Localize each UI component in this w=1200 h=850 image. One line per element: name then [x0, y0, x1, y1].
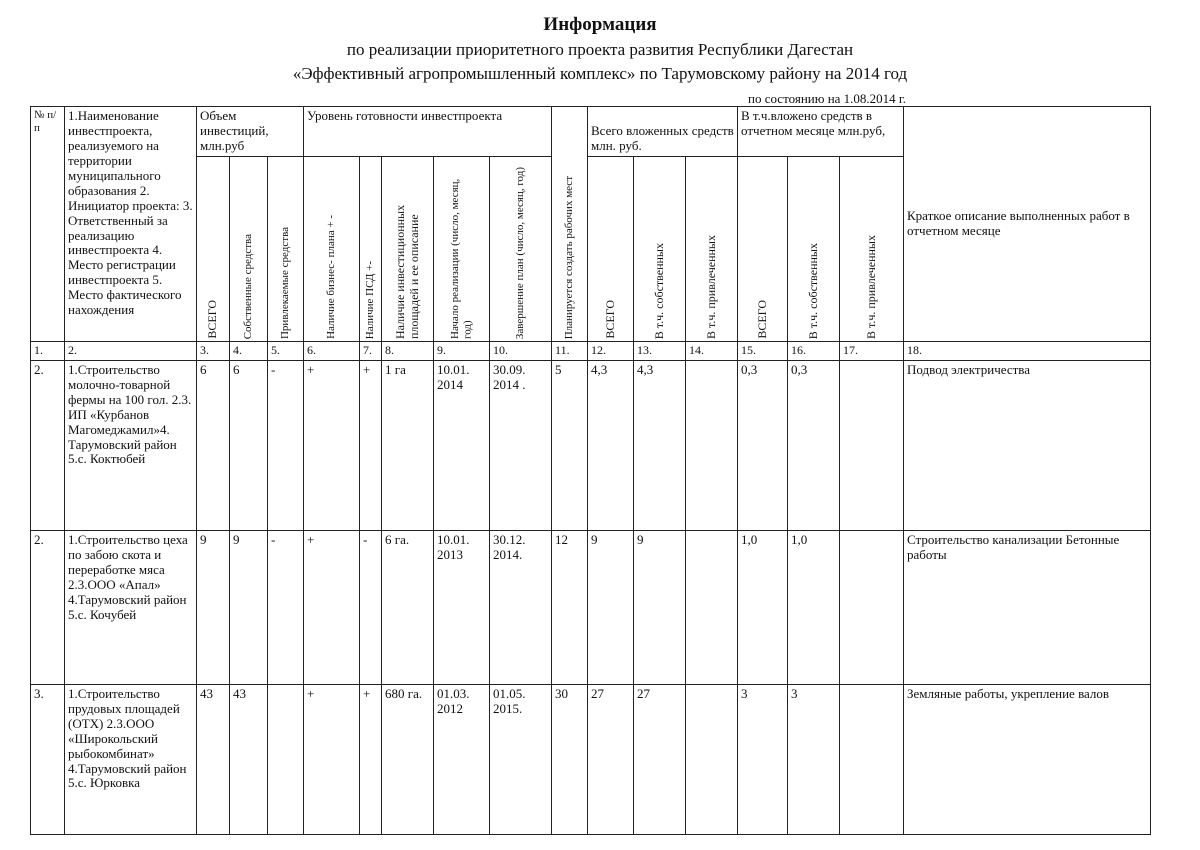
cell-inv-own: 27 [634, 684, 686, 834]
cell-month-own: 0,3 [788, 360, 840, 530]
cell-end: 01.05. 2015. [490, 684, 552, 834]
column-number: 1. [31, 341, 65, 360]
cell-no: 3. [31, 684, 65, 834]
cell-end: 30.12. 2014. [490, 530, 552, 684]
column-number: 13. [634, 341, 686, 360]
header-total3: ВСЕГО [738, 156, 788, 341]
project-table [30, 106, 1151, 835]
cell-bizplan: + [304, 360, 360, 530]
header-start: Начало реализации (число, месяц, год) [434, 156, 490, 341]
column-number: 5. [268, 341, 304, 360]
cell-inv-total: 9 [588, 530, 634, 684]
column-number: 10. [490, 341, 552, 360]
header-description: Краткое описание выполненных работ в отчетном месяце [904, 107, 1151, 342]
cell-month-own: 1,0 [788, 530, 840, 684]
cell-name: 1.Строительство прудовых площадей (ОТХ) 2.3.ООО «Широкольский рыбокомбинат» 4.Тарумовский район 5.с. Юрковка [65, 684, 197, 834]
cell-no: 2. [31, 530, 65, 684]
table-row [31, 530, 1151, 684]
as-of-date: по состоянию на 1.08.2014 г. [748, 91, 907, 106]
cell-bizplan: + [304, 530, 360, 684]
column-number: 6. [304, 341, 360, 360]
cell-own: 9 [230, 530, 268, 684]
cell-psd: - [360, 530, 382, 684]
cell-month-total: 3 [738, 684, 788, 834]
column-number: 11. [552, 341, 588, 360]
cell-month-attr [840, 530, 904, 684]
header-name: 1.Наименование инвестпроекта, реализуемого на территории муниципального образования 2. Инициатор проекта: 3. Ответственный за реализацию инвестпроекта 4. Место регистрации инвестпроекта 5. Место фактического нахождения [65, 107, 197, 342]
cell-area: 680 га. [382, 684, 434, 834]
header-investment-group: Объем инвестиций, млн.руб [197, 107, 304, 157]
cell-inv-attr [686, 360, 738, 530]
header-own3: В т.ч. собственных [788, 156, 840, 341]
cell-month-total: 0,3 [738, 360, 788, 530]
column-number: 12. [588, 341, 634, 360]
header-total-invested-group: Всего вложенных средств млн. руб. [588, 107, 738, 157]
cell-inv-attr [686, 530, 738, 684]
header-bizplan: Наличие бизнес- плана + - [304, 156, 360, 341]
cell-month-own: 3 [788, 684, 840, 834]
cell-psd: + [360, 360, 382, 530]
header-inv-total: ВСЕГО [197, 156, 230, 341]
header-end: Завершение план (число, месяц, год) [490, 156, 552, 341]
document-title: Информация [543, 14, 657, 35]
header-area: Наличие инвестиционных площадей и ее описание [382, 156, 434, 341]
cell-start: 10.01. 2014 [434, 360, 490, 530]
cell-jobs: 30 [552, 684, 588, 834]
cell-total: 9 [197, 530, 230, 684]
cell-description: Подвод электричества [904, 360, 1151, 530]
header-attr3: В т.ч. привлеченных [840, 156, 904, 341]
header-row-groups [31, 107, 1151, 157]
cell-jobs: 5 [552, 360, 588, 530]
cell-attracted: - [268, 530, 304, 684]
cell-month-total: 1,0 [738, 530, 788, 684]
header-month-invested-group: В т.ч.вложено средств в отчетном месяце млн.руб, [738, 107, 904, 157]
cell-description: Земляные работы, укрепление валов [904, 684, 1151, 834]
cell-inv-own: 4,3 [634, 360, 686, 530]
cell-inv-own: 9 [634, 530, 686, 684]
cell-inv-attr [686, 684, 738, 834]
cell-area: 6 га. [382, 530, 434, 684]
table-row [31, 360, 1151, 530]
header-psd: Наличие ПСД +- [360, 156, 382, 341]
header-own2: В т.ч. собственных [634, 156, 686, 341]
cell-no: 2. [31, 360, 65, 530]
column-number: 9. [434, 341, 490, 360]
column-number: 15. [738, 341, 788, 360]
header-no: № п/п [31, 107, 65, 342]
cell-name: 1.Строительство цеха по забою скота и переработке мяса 2.3.ООО «Апал» 4.Тарумовский район 5.с. Кочубей [65, 530, 197, 684]
column-number: 14. [686, 341, 738, 360]
column-number: 7. [360, 341, 382, 360]
cell-attracted [268, 684, 304, 834]
cell-month-attr [840, 684, 904, 834]
cell-start: 10.01. 2013 [434, 530, 490, 684]
cell-start: 01.03. 2012 [434, 684, 490, 834]
cell-end: 30.09. 2014 . [490, 360, 552, 530]
cell-inv-total: 27 [588, 684, 634, 834]
column-number: 3. [197, 341, 230, 360]
header-attr2: В т.ч. привлеченных [686, 156, 738, 341]
cell-bizplan: + [304, 684, 360, 834]
cell-own: 43 [230, 684, 268, 834]
cell-own: 6 [230, 360, 268, 530]
header-total2: ВСЕГО [588, 156, 634, 341]
cell-description: Строительство канализации Бетонные работы [904, 530, 1151, 684]
cell-psd: + [360, 684, 382, 834]
column-number: 4. [230, 341, 268, 360]
cell-total: 43 [197, 684, 230, 834]
header-readiness-group: Уровень готовности инвестпроекта [304, 107, 552, 157]
header-inv-attracted: Привлекаемые средства [268, 156, 304, 341]
cell-jobs: 12 [552, 530, 588, 684]
cell-area: 1 га [382, 360, 434, 530]
cell-name: 1.Строительство молочно-товарной фермы на 100 гол. 2.3. ИП «Курбанов Магомеджамил»4. Тарумовский район 5.с. Коктюбей [65, 360, 197, 530]
header-inv-own: Собственные средства [230, 156, 268, 341]
column-number: 2. [65, 341, 197, 360]
column-number-row [31, 341, 1151, 360]
cell-total: 6 [197, 360, 230, 530]
cell-inv-total: 4,3 [588, 360, 634, 530]
header-jobs: Планируется создать рабочих мест [552, 107, 588, 342]
column-number: 18. [904, 341, 1151, 360]
cell-month-attr [840, 360, 904, 530]
column-number: 17. [840, 341, 904, 360]
document-subtitle-2: «Эффективный агропромышленный комплекс» по Тарумовскому району на 2014 год [292, 64, 908, 83]
table-row [31, 684, 1151, 834]
column-number: 8. [382, 341, 434, 360]
column-number: 16. [788, 341, 840, 360]
document-subtitle-1: по реализации приоритетного проекта развития Республики Дагестан [346, 40, 854, 59]
cell-attracted: - [268, 360, 304, 530]
